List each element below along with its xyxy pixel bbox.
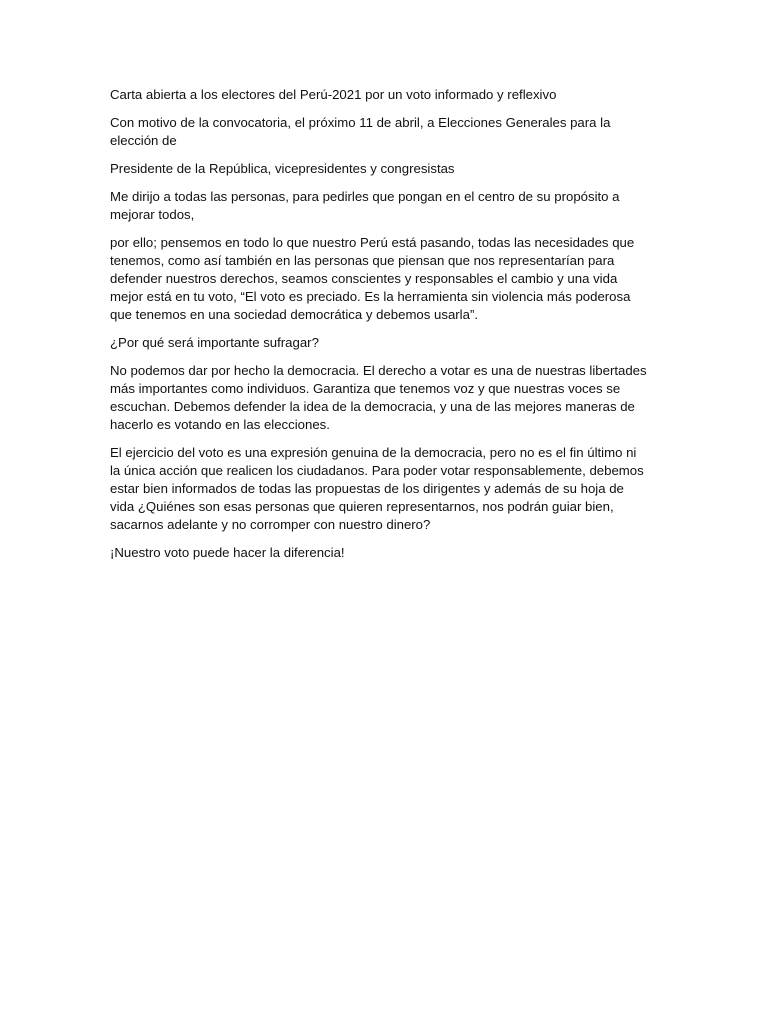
paragraph-pregunta: ¿Por qué será importante sufragar?: [110, 335, 319, 350]
letter-title: Carta abierta a los electores del Perú-2021 por un voto informado y reflexivo: [110, 87, 557, 102]
document-page: [110, 86, 650, 572]
paragraph-dirijo: Me dirijo a todas las personas, para pedirles que pongan en el centro de su propósito a mejorar todos,: [110, 189, 620, 222]
paragraph-ejercicio-voto: El ejercicio del voto es una expresión genuina de la democracia, pero no es el fin último ni la única acción que realicen los ciudadanos. Para poder votar responsablemente, debemos estar bien informados de todas las propuestas de los dirigentes y además de su hoja de vida ¿Quiénes son esas personas que quieren representarnos, nos podrán guiar bien, sacarnos adelante y no corromper con nuestro dinero?: [110, 445, 644, 532]
paragraph-democracia: No podemos dar por hecho la democracia. El derecho a votar es una de nuestras libertades más importantes como individuos. Garantiza que tenemos voz y que nuestras voces se escuchan. Debemos defender la idea de la democracia, y una de las mejores maneras de hacerlo es votando en las elecciones.: [110, 363, 647, 432]
paragraph-pensemos: por ello; pensemos en todo lo que nuestro Perú está pasando, todas las necesidades que tenemos, como así también en las personas que piensan que nos representarían para defender nuestros derechos, seamos conscientes y responsables el cambio y una vida mejor está en tu voto, “El voto es preciado. Es la herramienta sin violencia más poderosa que tenemos en una sociedad democrática y debemos usarla”.: [110, 235, 635, 322]
paragraph-convocatoria: Con motivo de la convocatoria, el próximo 11 de abril, a Elecciones Generales para la elección de: [110, 115, 611, 148]
paragraph-cargos: Presidente de la República, vicepresidentes y congresistas: [110, 161, 455, 176]
paragraph-conclusion: ¡Nuestro voto puede hacer la diferencia!: [110, 545, 345, 560]
